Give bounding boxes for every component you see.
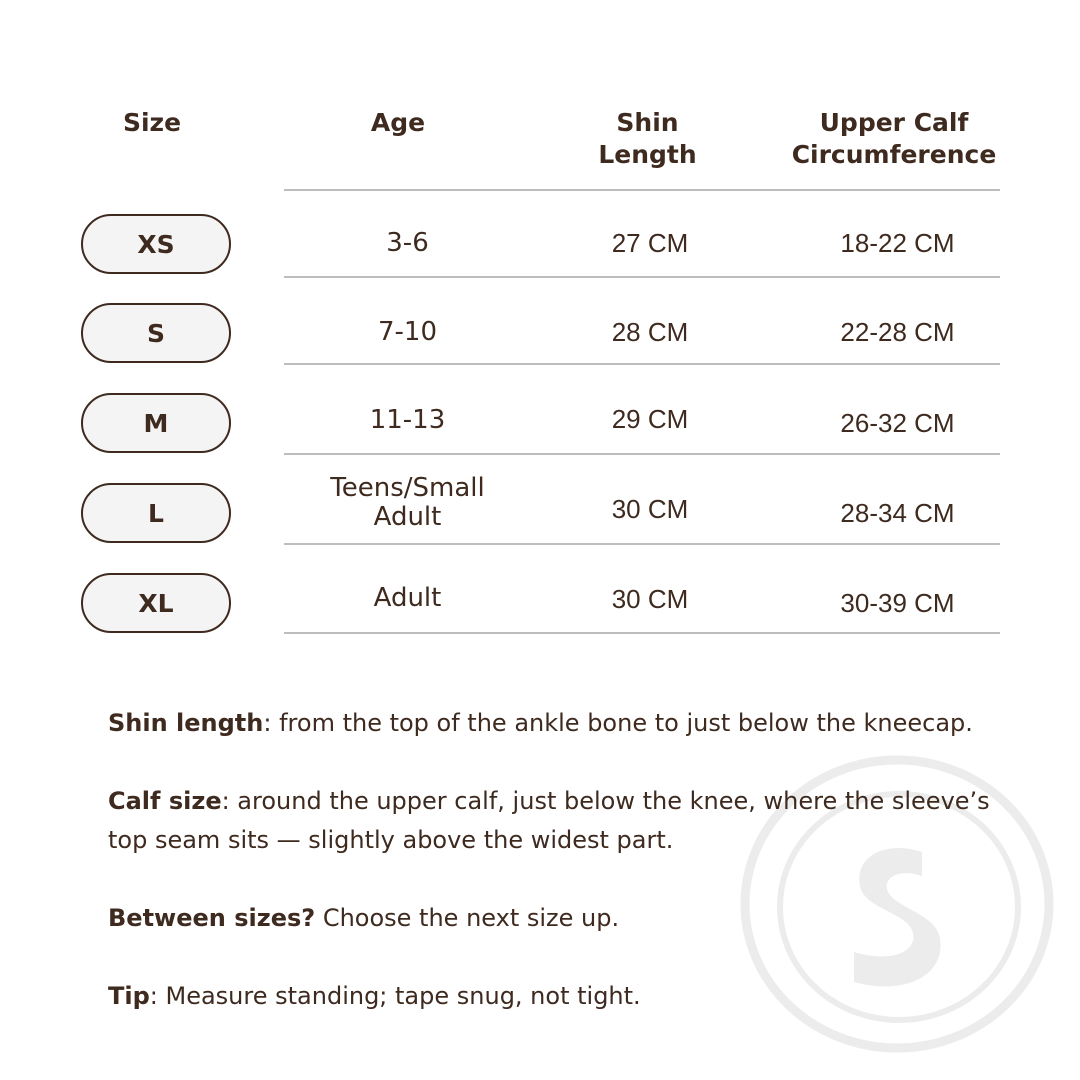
table-divider bbox=[284, 189, 1000, 191]
table-divider bbox=[284, 453, 1000, 455]
note-calf-size: Calf size: around the upper calf, just below the knee, where the sleeve’s top seam sits — slightly above the widest part. bbox=[108, 787, 990, 854]
note-between-sizes: Between sizes? Choose the next size up. bbox=[108, 904, 620, 932]
calf-circumference-cell: 28-34 CM bbox=[840, 497, 955, 528]
table-divider bbox=[284, 543, 1000, 545]
shin-length-cell: 29 CM bbox=[611, 403, 689, 434]
size-badge: XS bbox=[81, 214, 231, 274]
age-cell: 11-13 bbox=[369, 404, 446, 435]
calf-circumference-cell: 22-28 CM bbox=[840, 316, 955, 347]
size-badge: XL bbox=[81, 573, 231, 633]
age-cell: Adult bbox=[373, 582, 442, 613]
table-divider bbox=[284, 363, 1000, 365]
size-badge: S bbox=[81, 303, 231, 363]
shin-length-cell: 30 CM bbox=[611, 493, 689, 524]
age-cell: Teens/Small Adult bbox=[330, 473, 485, 532]
note-tip: Tip: Measure standing; tape snug, not tight. bbox=[108, 982, 641, 1010]
calf-circumference-cell: 18-22 CM bbox=[840, 227, 955, 258]
calf-circumference-cell: 30-39 CM bbox=[840, 587, 955, 618]
age-cell: 3-6 bbox=[386, 227, 429, 258]
table-divider bbox=[284, 276, 1000, 278]
calf-circumference-cell: 26-32 CM bbox=[840, 407, 955, 438]
header-size: Size bbox=[122, 108, 182, 137]
shin-length-cell: 27 CM bbox=[611, 227, 689, 258]
header-upper-calf-circumference: Upper Calf Circumference bbox=[791, 108, 997, 169]
measurement-notes bbox=[108, 704, 1018, 1055]
header-shin-length: Shin Length bbox=[598, 108, 697, 169]
size-badge: M bbox=[81, 393, 231, 453]
age-cell: 7-10 bbox=[377, 316, 437, 347]
note-shin-length: Shin length: from the top of the ankle bone to just below the kneecap. bbox=[108, 709, 973, 737]
shin-length-cell: 28 CM bbox=[611, 316, 689, 347]
size-badge: L bbox=[81, 483, 231, 543]
shin-length-cell: 30 CM bbox=[611, 583, 689, 614]
header-age: Age bbox=[370, 108, 426, 137]
